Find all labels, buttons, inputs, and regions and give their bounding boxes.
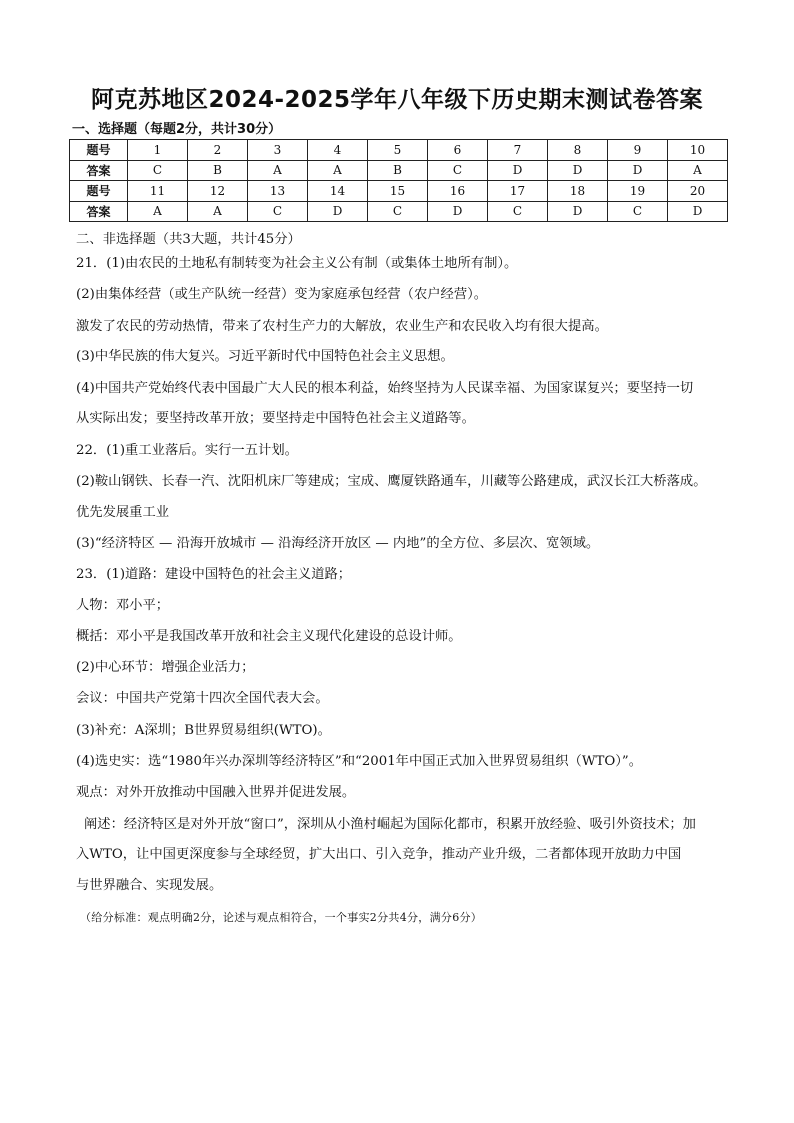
answer-line: 入WTO，让中国更深度参与全球经贸，扩大出口、引入竞争，推动产业升级，二者都体现开放助力中国 <box>76 847 682 862</box>
row-label: 答案 <box>70 160 128 181</box>
table-cell: 19 <box>608 181 668 202</box>
table-cell: D <box>548 160 608 181</box>
table-cell: 6 <box>428 140 488 161</box>
table-cell: 12 <box>188 181 248 202</box>
answer-line: 人物：邓小平； <box>76 598 170 613</box>
table-cell: 7 <box>488 140 548 161</box>
table-cell: 9 <box>608 140 668 161</box>
table-cell: 5 <box>368 140 428 161</box>
table-cell: 3 <box>248 140 308 161</box>
answer-line: 概括：邓小平是我国改革开放和社会主义现代化建设的总设计师。 <box>76 629 462 644</box>
answer-line: 22．(1)重工业落后。实行一五计划。 <box>76 443 298 458</box>
answer-line: (3)补充：A深圳；B世界贸易组织(WTO)。 <box>76 723 331 738</box>
table-cell: B <box>368 160 428 181</box>
answer-line: (4)中国共产党始终代表中国最广大人民的根本利益，始终坚持为人民谋幸福、为国家谋复兴；要坚持一切 <box>76 381 694 396</box>
answer-line: 21．(1)由农民的土地私有制转变为社会主义公有制（或集体土地所有制）。 <box>76 256 518 271</box>
table-cell: B <box>188 160 248 181</box>
table-cell: C <box>488 201 548 222</box>
answer-line: (2)由集体经营（或生产队统一经营）变为家庭承包经营（农户经营）。 <box>76 287 488 302</box>
table-cell: 8 <box>548 140 608 161</box>
table-cell: 14 <box>308 181 368 202</box>
row-label: 题号 <box>70 181 128 202</box>
row-label: 答案 <box>70 201 128 222</box>
table-row <box>70 201 728 222</box>
table-cell: D <box>548 201 608 222</box>
answer-table <box>69 139 728 222</box>
answer-line: (3)“经济特区 — 沿海开放城市 — 沿海经济开放区 — 内地”的全方位、多层次、宽领域。 <box>76 536 600 551</box>
table-cell: 20 <box>668 181 728 202</box>
table-cell: 1 <box>128 140 188 161</box>
table-cell: C <box>128 160 188 181</box>
table-cell: A <box>188 201 248 222</box>
table-cell: 11 <box>128 181 188 202</box>
table-cell: C <box>608 201 668 222</box>
table-cell: 17 <box>488 181 548 202</box>
table-cell: A <box>308 160 368 181</box>
answer-line: (4)选史实：选“1980年兴办深圳等经济特区”和“2001年中国正式加入世界贸易组织（WTO）”。 <box>76 754 642 769</box>
answer-line: 优先发展重工业 <box>76 505 170 520</box>
answer-line: 与世界融合、实现发展。 <box>76 878 223 893</box>
table-cell: 4 <box>308 140 368 161</box>
section1-heading: 一、选择题（每题2分，共计30分） <box>72 122 282 137</box>
answer-line: (2)中心环节：增强企业活力； <box>76 660 255 675</box>
answer-line: (2)鞍山钢铁、长春一汽、沈阳机床厂等建成；宝成、鹰厦铁路通车，川藏等公路建成，武汉长江大桥落成。 <box>76 474 707 489</box>
row-label: 题号 <box>70 140 128 161</box>
table-cell: D <box>428 201 488 222</box>
answer-line: 从实际出发；要坚持改革开放；要坚持走中国特色社会主义道路等。 <box>76 411 475 426</box>
table-cell: 2 <box>188 140 248 161</box>
table-row <box>70 160 728 181</box>
table-row <box>70 181 728 202</box>
table-cell: 10 <box>668 140 728 161</box>
answer-line: 观点：对外开放推动中国融入世界并促进发展。 <box>76 785 356 800</box>
table-cell: D <box>308 201 368 222</box>
answer-line: 激发了农民的劳动热情，带来了农村生产力的大解放，农业生产和农民收入均有很大提高。 <box>76 319 608 334</box>
table-cell: C <box>248 201 308 222</box>
answer-line: 会议：中国共产党第十四次全国代表大会。 <box>76 691 329 706</box>
table-cell: 16 <box>428 181 488 202</box>
table-cell: 18 <box>548 181 608 202</box>
table-cell: A <box>128 201 188 222</box>
section2-heading: 二、非选择题（共3大题，共计45分） <box>76 232 301 247</box>
table-cell: 15 <box>368 181 428 202</box>
grading-note: （给分标准：观点明确2分，论述与观点相符合，一个事实2分共4分，满分6分） <box>80 911 483 924</box>
table-row <box>70 140 728 161</box>
table-cell: A <box>248 160 308 181</box>
table-cell: 13 <box>248 181 308 202</box>
table-cell: D <box>608 160 668 181</box>
table-cell: D <box>488 160 548 181</box>
page-title: 阿克苏地区2024-2025学年八年级下历史期末测试卷答案 <box>90 87 704 113</box>
answer-line: 23．(1)道路：建设中国特色的社会主义道路； <box>76 567 352 582</box>
table-cell: C <box>368 201 428 222</box>
table-cell: C <box>428 160 488 181</box>
table-cell: A <box>668 160 728 181</box>
answer-line: 阐述：经济特区是对外开放“窗口”，深圳从小渔村崛起为国际化都市，积累开放经验、吸引外资技术；加 <box>84 817 696 832</box>
table-cell: D <box>668 201 728 222</box>
answer-line: (3)中华民族的伟大复兴。习近平新时代中国特色社会主义思想。 <box>76 349 454 364</box>
